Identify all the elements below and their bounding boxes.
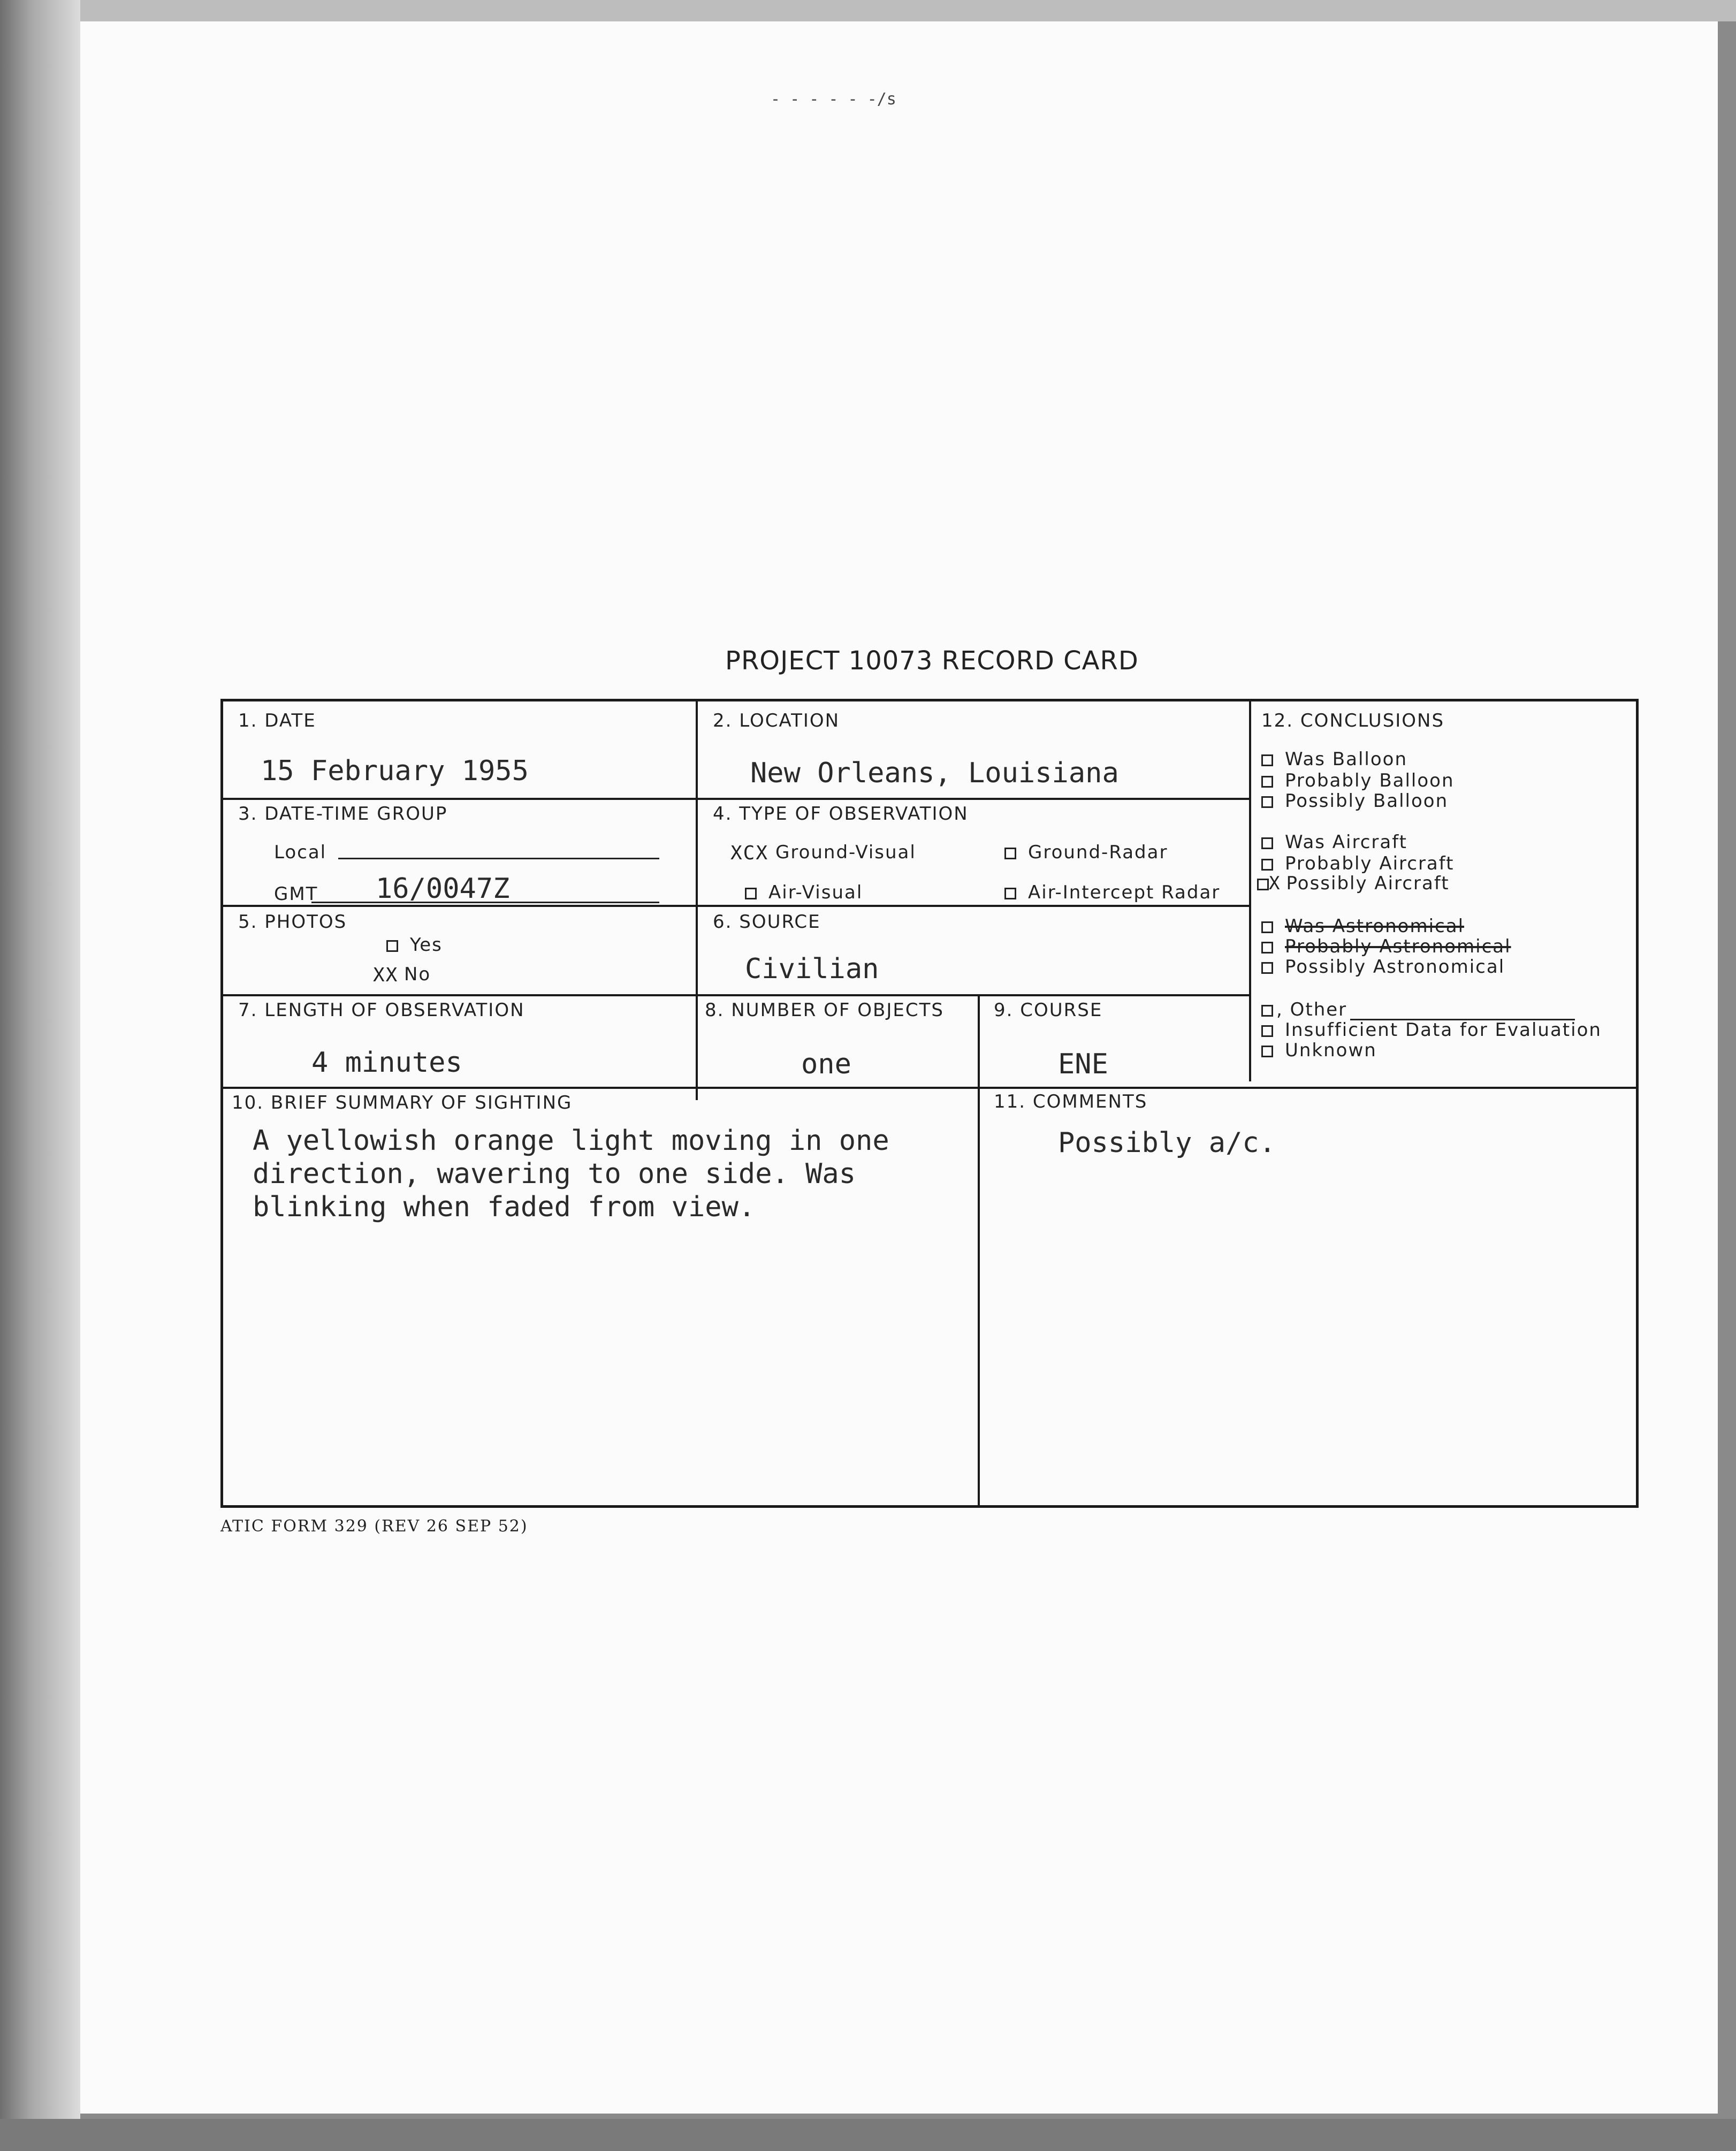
local-label: Local: [274, 842, 327, 863]
other-underline: [1350, 1004, 1575, 1020]
summary-line: A yellowish orange light moving in one: [253, 1125, 889, 1157]
summary-text: [253, 1124, 889, 1224]
probably-balloon-checkbox: [1261, 776, 1273, 788]
summary-line: direction, wavering to one side. Was: [253, 1158, 856, 1190]
scan-left-edge: [0, 0, 80, 2151]
insufficient-data-label: Insufficient Data for Evaluation: [1285, 1019, 1602, 1041]
insufficient-data-option: [1261, 1019, 1602, 1041]
air-visual-label: Air-Visual: [768, 882, 863, 903]
air-visual-checkbox: [745, 888, 757, 899]
summary-label: 10. BRIEF SUMMARY OF SIGHTING: [232, 1092, 573, 1113]
air-intercept-option: [1004, 882, 1220, 903]
location-label: 2. LOCATION: [713, 710, 840, 731]
photos-yes-label: Yes: [410, 934, 443, 956]
date-value: 15 February 1955: [261, 755, 529, 787]
divider-h-row1: [223, 798, 1250, 800]
form-footer: ATIC FORM 329 (REV 26 SEP 52): [220, 1517, 528, 1536]
possibly-astronomical-label: Possibly Astronomical: [1285, 956, 1505, 978]
was-astronomical-option: [1261, 916, 1464, 937]
photos-no-option: [373, 964, 431, 986]
was-balloon-option: [1261, 749, 1407, 770]
was-aircraft-label: Was Aircraft: [1285, 832, 1407, 853]
was-balloon-checkbox: [1261, 754, 1273, 766]
photos-label: 5. PHOTOS: [238, 911, 347, 933]
other-checkbox: [1261, 1005, 1273, 1017]
conclusions-label: 12. CONCLUSIONS: [1261, 710, 1445, 731]
handwritten-page-mark: - - - - - -/s: [771, 90, 896, 109]
ground-visual-option: [730, 842, 916, 864]
length-value: 4 minutes: [311, 1047, 462, 1079]
air-intercept-checkbox: [1004, 888, 1016, 899]
air-intercept-label: Air-Intercept Radar: [1028, 882, 1221, 903]
ground-radar-label: Ground-Radar: [1028, 842, 1168, 863]
divider-v-col1: [696, 701, 698, 1100]
photos-yes-checkbox: [386, 940, 398, 952]
possibly-aircraft-option: [1257, 873, 1450, 894]
divider-v-col2: [1249, 701, 1251, 1081]
record-card: [220, 699, 1639, 1508]
location-value: New Orleans, Louisiana: [750, 757, 1119, 789]
probably-balloon-label: Probably Balloon: [1285, 770, 1455, 791]
probably-aircraft-label: Probably Aircraft: [1285, 853, 1455, 874]
unknown-option: [1261, 1040, 1377, 1061]
possibly-aircraft-checkbox: [1257, 879, 1269, 890]
probably-astronomical-option: [1261, 936, 1511, 957]
gmt-label: GMT: [274, 883, 318, 905]
comments-value: Possibly a/c.: [1058, 1127, 1276, 1159]
air-visual-option: [745, 882, 863, 903]
divider-v-col3: [978, 994, 980, 1508]
date-label: 1. DATE: [238, 710, 316, 731]
ground-visual-checked-mark: XCX: [730, 842, 769, 864]
probably-astronomical-checkbox: [1261, 942, 1273, 954]
possibly-balloon-checkbox: [1261, 796, 1273, 808]
objects-value: one: [801, 1048, 851, 1080]
summary-line: blinking when faded from view.: [253, 1191, 756, 1223]
length-label: 7. LENGTH OF OBSERVATION: [238, 1000, 525, 1021]
was-balloon-label: Was Balloon: [1285, 749, 1408, 770]
source-label: 6. SOURCE: [713, 911, 821, 933]
possibly-astronomical-option: [1261, 956, 1505, 978]
insufficient-data-checkbox: [1261, 1025, 1273, 1037]
probably-astronomical-label: Probably Astronomical: [1285, 936, 1511, 957]
was-astronomical-checkbox: [1261, 921, 1273, 933]
possibly-balloon-option: [1261, 790, 1448, 812]
observation-type-label: 4. TYPE OF OBSERVATION: [713, 803, 969, 825]
ground-visual-label: Ground-Visual: [775, 842, 916, 863]
scan-top-edge: [0, 0, 1736, 21]
divider-h-row2: [223, 905, 1250, 907]
probably-aircraft-checkbox: [1261, 859, 1273, 871]
dtg-label: 3. DATE-TIME GROUP: [238, 803, 448, 825]
probably-balloon-option: [1261, 770, 1455, 791]
photos-yes-option: [386, 934, 443, 956]
course-label: 9. COURSE: [994, 1000, 1103, 1021]
comments-label: 11. COMMENTS: [994, 1091, 1148, 1112]
divider-h-row4: [223, 1087, 1636, 1089]
possibly-balloon-label: Possibly Balloon: [1285, 790, 1449, 812]
possibly-aircraft-label: Possibly Aircraft: [1286, 873, 1450, 894]
unknown-label: Unknown: [1285, 1040, 1377, 1061]
source-value: Civilian: [745, 953, 879, 985]
other-label: , Other: [1276, 999, 1347, 1020]
gmt-underline: [311, 899, 659, 903]
card-title: PROJECT 10073 RECORD CARD: [725, 646, 1139, 676]
objects-label: 8. NUMBER OF OBJECTS: [705, 1000, 944, 1021]
photos-no-checked-mark: XX: [373, 964, 399, 986]
course-value: ENE: [1058, 1048, 1108, 1080]
other-option: [1261, 999, 1575, 1020]
probably-aircraft-option: [1261, 853, 1454, 874]
local-underline: [338, 856, 659, 859]
was-aircraft-checkbox: [1261, 837, 1273, 849]
scan-bottom-edge: [0, 2119, 1736, 2151]
unknown-checkbox: [1261, 1046, 1273, 1057]
ground-radar-checkbox: [1004, 848, 1016, 859]
was-aircraft-option: [1261, 832, 1407, 853]
photos-no-label: No: [404, 964, 431, 985]
gmt-value: 16/0047Z: [376, 873, 510, 905]
was-astronomical-label: Was Astronomical: [1285, 916, 1465, 937]
ground-radar-option: [1004, 842, 1168, 863]
possibly-aircraft-checked-mark: X: [1269, 873, 1281, 894]
possibly-astronomical-checkbox: [1261, 962, 1273, 974]
divider-h-row3: [223, 994, 1250, 996]
